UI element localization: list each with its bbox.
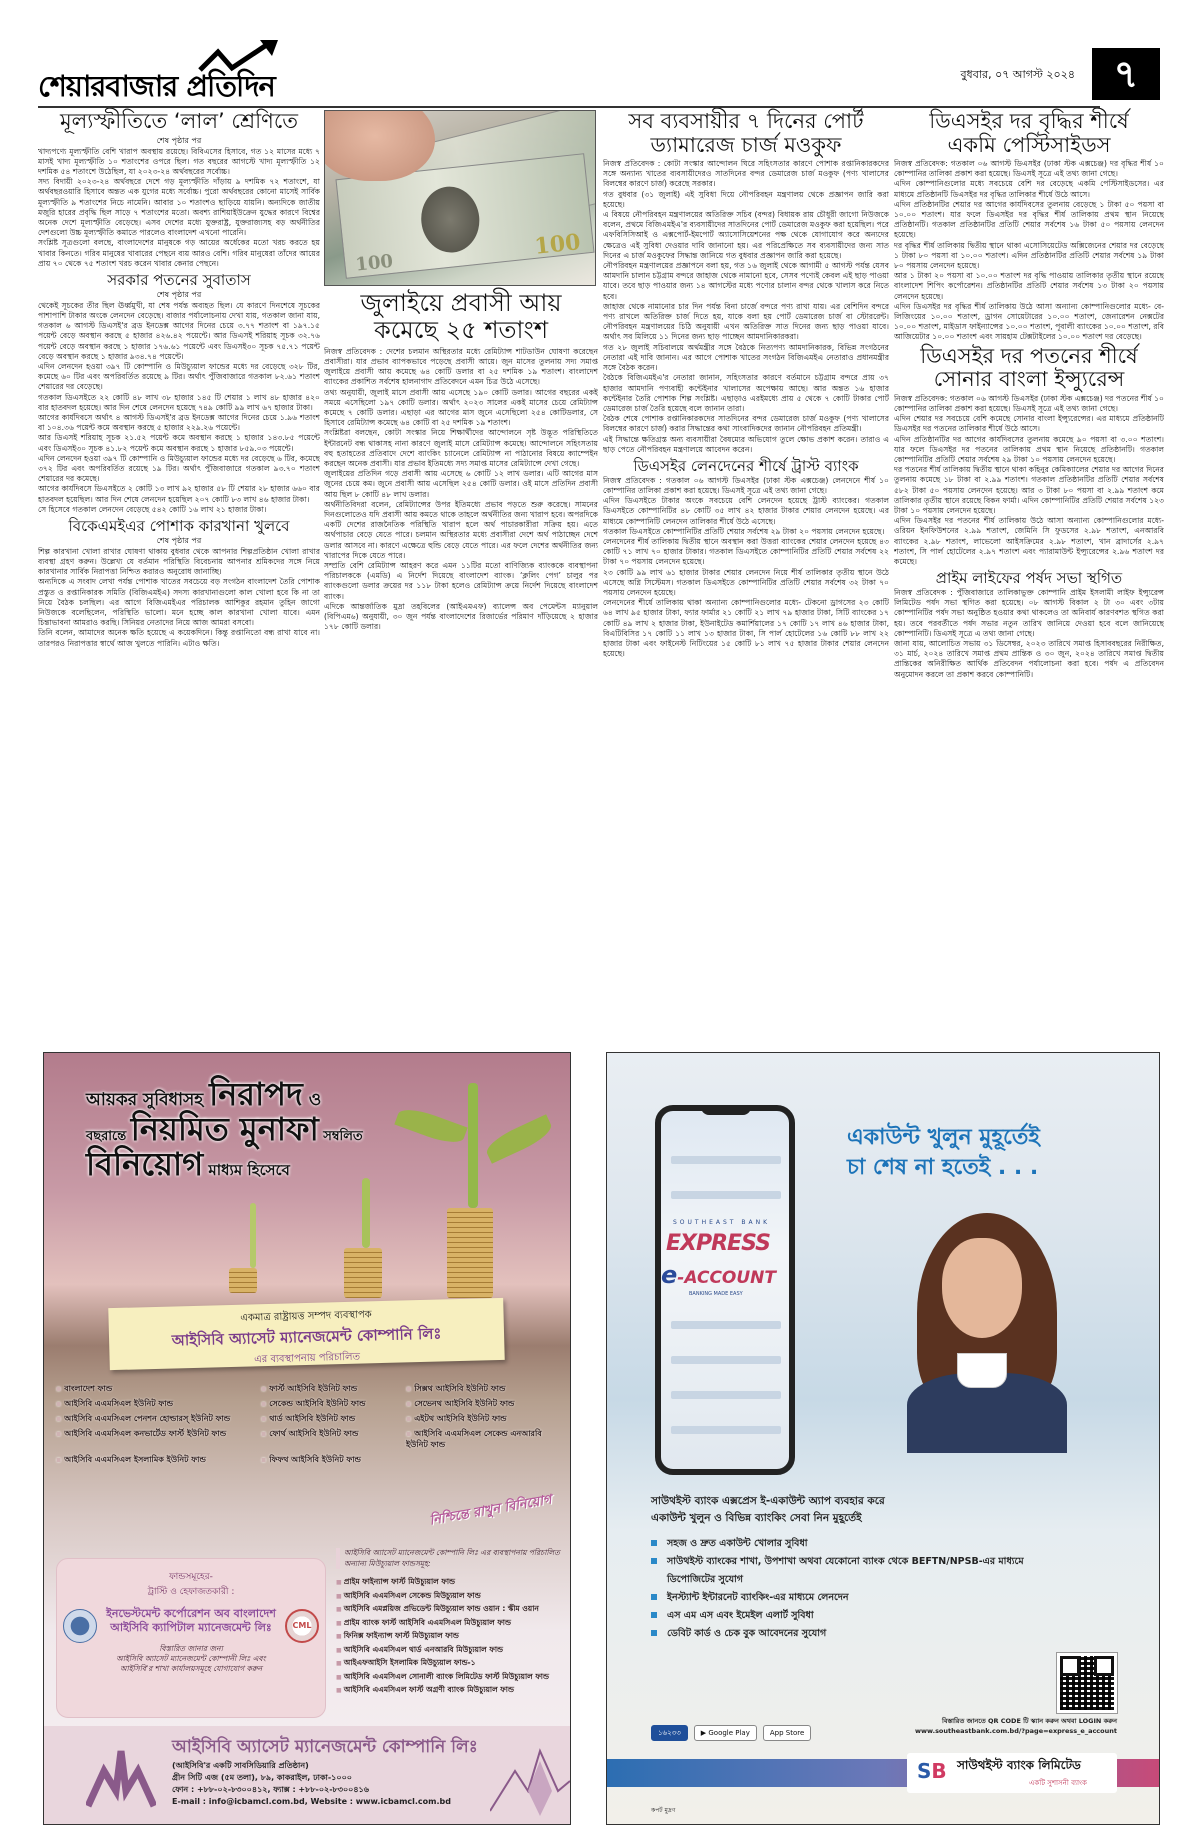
portrait-image [418,184,483,256]
article-paragraph: গতকাল ডিএসইতে ২২ কোটি ৪৮ লাখ ৩৮ হাজার ১৪৫ টি শেয়ার ১ লাখ ৪৮ হাজার ৪২০ বার হাতবদল হয়েছে। আর দিন শেষে লেনদেন হয়েছে ৭৪৯ কোটি ৯৯ লাখ ৬৭ হাজার টাকা। [38,392,320,412]
denomination-mark: 100 [533,228,582,260]
fund-item: ▪ আইসিবি এএমসিএল সেকেন্ড এনআরবি ইউনিট ফান্ড [406,1428,561,1450]
column-2 [324,108,598,1046]
fund-item: ▪ আইসিবি এএমসিএল পেনশন হোল্ডারস্ ইউনিট ফান্ড [56,1413,261,1424]
app-row [671,1191,781,1199]
article-paragraph: এদিন প্রতিষ্ঠানটির শেয়ার দর আগের কার্যদিবসের তুলনায় বেড়েছে ১ টাকা ৫০ পয়সা বা ১০.০০ শতাংশ। যার ফলে ডিএসইর দর বৃদ্ধির শীর্ষ তালিকায় প্রথম স্থান নিয়েছে প্রতিষ্ঠানটি। গতকাল প্রতিষ্ঠানটির প্রতিটি শেয়ার সর্বশেষ ১৬ টাকা ৫০ পয়সায় লেনদেন হয়েছে। [894,199,1164,240]
fund-item: ▪ সিক্সথ আইসিবি ইউনিট ফান্ড [406,1383,561,1394]
article-paragraph: নিজস্ব প্রতিবেদক : কোটা সংস্কার আন্দোলন ঘিরে সহিংসতার কারণে পোশাক রপ্তানিকারকদের সঙ্গে অন্যান্য খাতের ব্যবসায়ীদেরও সাতদিনের বন্দর ডেমারেজ চার্জ মওকুফ (পণ্য খালাসের বিলম্বের কারণে চার্জ) করেছে সরকার। [603,159,889,189]
mutual-fund-item: ■ প্রাইম ফাইন্যান্স ফার্স্ট মিউচ্যুয়াল ফান্ড [336,1575,568,1589]
ad-text: আইসিবি'র শাখা কার্যালয়সমূহে যোগাযোগ করুন [119,1663,263,1673]
article-paragraph: লেনদেনের শীর্ষ তালিকায় দ্বিতীয় স্থানে অবস্থান করা উত্তরা ব্যাংকের শেয়ার লেনদেন হয়েছে ৪৩ কোটি ৭১ লাখ ৭০ হাজার টাকার। গতকাল ডিএসইতে কোম্পানিটির প্রতিটি শেয়ার সর্বশেষ ২২ টাকা ৭০ পয়সায় লেনদেন হয়েছে। [603,536,889,567]
bank-name: সাউথইস্ট ব্যাংক লিমিটেড [957,1758,1081,1772]
article-prime-life [894,570,1164,680]
ad-text: একমাত্র রাষ্ট্রায়ত্ত সম্পদ ব্যবস্থাপক [240,1309,372,1324]
qr-instructions [857,1717,1117,1737]
mutual-fund-item: ■ আইএফআইসি ইসলামিক মিউচ্যুয়াল ফান্ড-১ [336,1656,568,1670]
ad-slogan: নিশ্চিন্তে রাখুন বিনিয়োগ [428,1492,553,1529]
fund-item: ▪ বাংলাদেশ ফান্ড [56,1383,261,1394]
icb-seal-icon [63,1609,97,1643]
app-brand-text: EXPRESS [666,1231,770,1256]
app-row [671,1391,781,1399]
article-paragraph: সদ্য বিদায়ী ২০২৩-২৪ অর্থবছরে দেশে গড় মূল্যস্ফীতি দাঁড়ায় ৯ দশমিক ৭২ শতাংশে, যা অর্থবছরওয়ারি হিসাবে অন্তত এক যুগের মধ্যে সর্বোচ্চ। পুরো অর্থবছরের কোনো মাসেই সার্বিক মূল্যস্ফীতি ৯ শতাংশের নিচে নামেনি। আবার ১০ শতাংশও ছাড়িয়ে যায়নি। অন্যদিকে জাতীয় মজুরি হারের প্রবৃদ্ধি ছিল সাড়ে ৭ শতাংশের মতো। অবশ্য রাশিয়াইউক্রেন যুদ্ধের কারণে বিশ্বের অনেক দেশে মূল্যস্ফীতি বেড়েছে। এসব দেশের মধ্যে যুক্তরাষ্ট্র, যুক্তরাজ্যসহ বড় অর্থনীতির দেশগুলো উচ্চ মূল্যস্ফীতি কমাতে পারলেও বাংলাদেশ এখনো পারেনি। [38,177,320,238]
article-headline[interactable]: মূল্যস্ফীতিতে ‘লাল’ শ্রেণিতে [59,109,299,133]
article-headline[interactable]: বিকেএমইএর পোশাক কারখানা খুলবে [68,517,290,536]
article-paragraph: সংশ্লিষ্ট সূত্রগুলো বলছে, বাংলাদেশের মানুষকে গড় আয়ের অর্ধেকের মতো খরচ করতে হয় খাবার কিনতে। গরিব মানুষের খাবারের পেছনে ব্যয় আরও বেশি। গরিব মানুষেরা তাঁদের আয়ের প্রায় ৭০ থেকে ৭৫ শতাংশ খরচ করেন খাবার কেনার পেছনে। [38,238,320,268]
page-number: ৭ [1092,48,1160,100]
hotline-badge[interactable]: ১৬২৩৩ [651,1725,688,1741]
article-headline[interactable]: সরকার পতনের সুবাতাস [107,270,251,289]
ad-headline-line: একাউন্ট খুলুন মুহূর্তেই [847,1125,1040,1150]
article-paragraph: এদিন ডিএসইতে টাকার অংকে সবচেয়ে বেশি লেনদেন হয়েছে ট্রাস্ট ব্যাংকের। গতকাল ডিএসইতে কোম্পানিটির ৪৮ কোটি ৩৫ লাখ ৪২ হাজার টাকার শেয়ার লেনদেন হয়েছে। এর মাধ্যমে কোম্পানিটি লেনদেন তালিকার শীর্ষে উঠে এসেছে। [603,496,889,526]
article-paragraph: এদিন শেয়ার দর সবচেয়ে বেশি কমেছে সোনার বাংলা ইন্স্যুরেন্সের। এর মাধ্যমে প্রতিষ্ঠানটি ডিএসইর দর পতনের তালিকার শীর্ষে উঠে আসে। [894,414,1164,434]
article-paragraph: বৈঠকে বিজিএমইএ'র নেতারা জানান, সহিংসতার কারণে বর্তমানে চট্টগ্রাম বন্দরে প্রায় ৩৭ হাজার আমদানি পণ্যবাহী কন্টেইনার খালাসের অপেক্ষায় আছে। আর অন্তত ১৬ হাজার কন্টেইনার তৈরি পোশাক শিল্প সংশ্লিষ্ট। এছাড়াও এরইমধ্যে প্রায় ৫ থেকে ৭ কোটি টাকার পোর্ট ডেমারেজ চার্জ তৈরি হয়েছে বলে জানান তারা। [603,373,889,413]
headline-line: ড্যামারেজ চার্জ মওকুফ [650,132,842,157]
issue-date: বুধবার, ০৭ আগস্ট ২০২৪ [960,68,1075,81]
headline-line: সব ব্যবসায়ীর ৭ দিনের পোর্ট [628,109,864,133]
ad-text: আইসিবি অ্যাসেট ম্যানেজমেন্ট কোম্পানী লিঃ এবং [116,1653,266,1663]
fund-item: ▪ সেভেনথ আইসিবি ইউনিট ফান্ড [406,1398,561,1409]
fund-item: ▪ ফার্স্ট আইসিবি ইউনিট ফান্ড [261,1383,406,1394]
article-paragraph: জানা যায়, আলোচিত সভায় ৩১ ডিসেম্বর, ২০২৩ তারিখে সমাপ্ত হিসাববছরের নিরীক্ষিত, ৩১ মার্চ, ২০২৪ তারিখে সমাপ্ত প্রথম প্রান্তিক ও ৩০ জুন, ২০২৪ তারিখে সমাপ্ত দ্বিতীয় প্রান্তিকের অনিরীক্ষিত আর্থিক প্রতিবেদন পর্যালোচনা করা হবে। পর্ষদ এ প্রতিবেদন অনুমোদন করলে তা প্রকাশ করবে কোম্পানিটি। [894,638,1164,679]
column-3 [603,108,889,1046]
mountain-decoration-icon [490,1731,570,1821]
ad-banner [108,1298,504,1370]
article-headline[interactable]: প্রাইম লাইফের পর্ষদ সভা স্থগিত [935,569,1123,588]
ad-text: বিস্তারিত জানার জন্য [159,1643,223,1653]
ad-text: আয়কর সুবিধাসহ [86,1090,204,1110]
article-bkmea [38,518,320,649]
ad-text: আইসিবি অ্যাসেট ম্যানেজমেন্ট কোম্পানি লিঃ এর ব্যবস্থাপনায় পরিচালিত অন্যান্য মিউচ্যুয়াল ফান্ডসমূহ: [336,1548,568,1569]
app-row [671,1156,781,1164]
article-paragraph: তথ্য অনুযায়ী, জুলাই মাসে প্রবাসী আয় এসেছে ১৯০ কোটি ডলার। আগের বছরের একই সময়ে এসেছিলো ১৯৭ কোটি ডলার। অর্থাৎ ২০২৩ সালের একই মাসের চেয়ে রেমিট্যান্স কমেছে ৭ কোটি ডলার। এছাড়া এর আগের মাস জুনে এসেছিলো ২৫৪ কোটিডলার, সে হিসাবে রেমিট্যান্স কমেছে ৬৪ কোটি বা ২৫ দশমিক ১৯ শতাংশ। [324,387,598,428]
mutual-fund-item: ■ আইসিবি এএমসিএল সেকেন্ড মিউচ্যুয়াল ফান্ড [336,1589,568,1603]
article-paragraph: তিনি বলেন, আমাদের অনেক ক্ষতি হয়েছে এ কয়েকদিনে। কিন্তু রপ্তানিতো বন্ধ রাখা যাবে না। তারপরও নিরাপত্তার স্বার্থে আজ খুলতে পারিনি। এটাও ক্ষতি। [38,628,320,648]
coin-stack-image [344,1248,382,1298]
article-paragraph: আর ১ টাকা ২০ পয়সা বা ১০.০০ শতাংশ দর বৃদ্ধি পাওয়ায় তালিকার তৃতীয় স্থানে রয়েছে বাংলাদেশ শিপিং কর্পোরেশন। প্রতিষ্ঠানটির প্রতিটি শেয়ার সর্বশেষ ১৩ টাকা ২০ পয়সায় লেনদেন হয়েছে। [894,271,1164,301]
feature-item: ডেবিট কার্ড ও চেক বুক আবেদনের সুযোগ [651,1625,1071,1643]
app-brand-text: -ACCOUNT [677,1268,777,1288]
phone-mockup [655,1105,795,1475]
mutual-fund-item: ■ প্রাইম ব্যাংক ফার্স্ট আইসিবি এএমসিএল মিউচ্যুয়াল ফান্ড [336,1616,568,1630]
article-paragraph: এদিন লেনদেন হওয়া ৩৯৭ টি কোম্পানি ও মিউচ্যুয়াল ফান্ডের মধ্যে দর বেড়েছে ৩২৮ টির, কমেছে ৬০ টির এবং অপরিবর্তিত রয়েছে ৯ টির। অর্থাৎ পুঁজিবাজারে গতকাল ৮২.৬১ শতাংশ শেয়ারের দর বেড়েছে। [38,361,320,392]
ad-text: নিয়মিত মুনাফা [130,1110,319,1149]
headline-line: কমেছে ২৫ শতাংশ [373,315,549,344]
ad-body [651,1493,1071,1643]
badge-label: App Store [769,1729,805,1737]
sb-logo-icon: SB [917,1759,947,1783]
fund-item: ▪ থার্ড আইসিবি ইউনিট ফান্ড [261,1413,406,1424]
headline-line: ডিএসইর দর বৃদ্ধির শীর্ষে [929,109,1129,133]
app-brand-text [661,1261,776,1289]
article-port-demurrage [603,110,889,455]
company-email-web[interactable]: E-mail : info@icbamcl.com.bd, Website : www.icbamcl.com.bd [172,1797,451,1806]
mutual-fund-item: ■ আইসিবি এএমসিএল ফার্স্ট অগ্রণী ব্যাংক মিউচ্যুয়াল ফান্ড [336,1683,568,1697]
article-headline[interactable]: ডিএসইর লেনদেনের শীর্ষে ট্রাস্ট ব্যাংক [633,456,859,475]
badge-label: Google Play [708,1729,750,1737]
app-store-badge[interactable] [763,1725,811,1741]
company-contact [172,1760,451,1808]
feature-item: এস এম এস এবং ইমেইল এলার্ট সুবিধা [651,1607,1071,1625]
fund-item: ▪ আইসিবি এএমসিএল ইউনিট ফান্ড [56,1398,261,1409]
app-row [671,1321,781,1329]
fund-item: ▪ এইটথ আইসিবি ইউনিট ফান্ড [406,1413,561,1424]
google-play-icon: ▶ [700,1729,709,1737]
article-headline[interactable] [894,110,1164,157]
ad-text: একাউন্ট খুলুন ও বিভিন্ন ব্যাংকিং সেবা নিন মুহূর্তেই [651,1511,862,1524]
fund-item: ▪ আইসিবি এএমসিএল কনভার্টেড ফার্স্ট ইউনিট ফান্ড [56,1428,261,1450]
ad-credit: কপর্ট মুদ্রণ [651,1807,676,1814]
article-paragraph: এদিন কোম্পানিগুলোর মধ্যে সবচেয়ে বেশি দর বেড়েছে একমি পেস্টিসাইডসের। এর মাধ্যমে প্রতিষ্ঠানটি ডিএসইর দর বৃদ্ধির তালিকার শীর্ষে উঠে আসে। [894,179,1164,199]
logo-text: শেয়ারবাজার প্রতিদিন [38,69,275,103]
ad-text: (আইসিবি'র একটি সাবসিডিয়ারি প্রতিষ্ঠান) [172,1761,309,1770]
teacup-image [957,1353,1007,1388]
app-row [671,1426,781,1434]
ad-text: ট্রাস্টি ও হেফাজতকারী : [147,1587,235,1597]
article-paragraph: আগের কার্যদিবসে ডিএসইতে ২ কোটি ১৩ লাখ ৯২ হাজার ৫৮ টি শেয়ার ২৮ হাজার ৬৬০ বার হাতবদল হয়েছিল। আর দিন শেষে লেনদেন হয়েছিল ২০৭ কোটি ৮৩ লাখ ৪৬ হাজার টাকা। [38,484,320,504]
ad-headline [86,1077,363,1183]
article-paragraph: আর ডিএসই শরিয়াহ সূচক ২১.৫২ পয়েন্ট কমে অবস্থান করছে ১ হাজার ১৪৩.৮৫ পয়েন্টে এবং ডিএসই৩০ সূচক ৪১.৮২ পয়েন্ট কমে অবস্থান করছে ১ হাজার ৮৫৯.০৩ পয়েন্টে। [38,433,320,453]
article-paragraph: নিজস্ব প্রতিবেদক: গতকাল ০৬ আগস্ট ডিএসইর (ঢাকা স্টক এক্সচেঞ্জ) দর পতনের শীর্ষ ১০ কোম্পানির তালিকা প্রকাশ করা হয়েছে। ডিএসই সূত্রে এই তথ্য জানা গেছে। [894,393,1164,413]
dollar-bills-photo [324,110,596,286]
article-paragraph: অন্যদিকে এ সংবাদ লেখা পর্যন্ত পোশাক খাতের সবচেয়ে বড় সংগঠন বাংলাদেশ তৈরি পোশাক প্রস্তুত ও রপ্তানিকারক সমিতি (বিজিএমইএ) সদস্য কারখানাগুলো কাল খোলা হবে কি না তা নিয়ে বৈঠক চলছিল। এর আগে বিজিএমইএর পরিচালক আশিকুর রহমান তুহিন জাগো নিউজকে বলেছিলেন, পরিস্থিতি ভালো। মনে হচ্ছে কাল কারখানা খোলা যাবে। এমন চিন্তাভাবনা আমরাও করছি। সিনিয়র নেতাদের নিয়ে আজ আমরা বসবো। [38,577,320,628]
feature-item: ইনস্ট্যান্ট ইন্টারনেট ব্যাংকিং-এর মাধ্যমে লেনদেন [651,1589,1071,1607]
ad-headline-line [86,1112,363,1147]
article-paragraph: নিজস্ব প্রতিবেদক : গতকাল ০৬ আগস্ট ডিএসইর (ঢাকা স্টক এক্সচেঞ্জ) লেনদেনে শীর্ষ ১০ কোম্পানির তালিকা প্রকাশ করা হয়েছে। ডিএসই সূত্রে এই তথ্য জানা গেছে। [603,475,889,495]
icb-amcl-advertisement[interactable] [43,1052,571,1825]
google-play-badge[interactable] [694,1725,757,1741]
mutual-fund-item: ■ আইসিবি এএমসিএল থার্ড এনআরবি মিউচ্যুয়াল ফান্ড [336,1643,568,1657]
ad-text: সম্বলিত [323,1129,363,1145]
article-paragraph: ২৩ কোটি ৯৯ লাখ ৬১ হাজার টাকার শেয়ার লেনদেন নিয়ে শীর্ষ তালিকার তৃতীয় স্থানে উঠে এসেছে অগ্নি সিস্টেমস। গতকাল ডিএসইতে কোম্পানিটির প্রতিটি শেয়ার সর্বশেষ ৩২ টাকা ৭০ পয়সায় লেনদেন হয়েছে। [603,567,889,597]
app-brand-text: e [661,1261,678,1289]
fund-item: ▪ ফিফথ আইসিবি ইউনিট ফান্ড [261,1454,406,1465]
article-market [38,272,320,515]
ad-text: ইনভেস্টমেন্ট কর্পোরেশন অব বাংলাদেশ [106,1607,276,1620]
continued-label: শেষ পৃষ্ঠার পর [156,535,202,545]
trustee-org [97,1607,285,1636]
column-4 [894,108,1164,1046]
mutual-fund-list [336,1548,568,1697]
article-paragraph: নিজস্ব প্রতিবেদক: গতকাল ০৬ আগস্ট ডিএসইর (ঢাকা স্টক এক্সচেঞ্জ) দর বৃদ্ধির শীর্ষ ১০ কোম্পানির তালিকা প্রকাশ করা হয়েছে। ডিএসই সূত্রে এই তথ্য জানা গেছে। [894,159,1164,179]
phone-notch [701,1105,751,1115]
fund-list [56,1383,561,1465]
mutual-fund-item: ■ আইসিবি এএমসিএল সোনালী ব্যাংক লিমিটেড ফার্স্ট মিউচ্যুয়াল ফান্ড [336,1670,568,1684]
ad-footer [44,1726,570,1824]
article-paragraph: জুলাইয়ের প্রতিদিন গড়ে প্রবাসী আয় এসেছে ৬ কোটি ১২ লাখ ডলার। এটি আগের মাস জুনের চেয়ে কম। জুনে প্রবাসী আয় এসেছিল ২৫৪ কোটি ডলার। ওই মাসে প্রতিদিন প্রবাসী আয় ছিল ৮ কোটি ৪৮ লাখ ডলার। [324,469,598,499]
article-paragraph: গত বুধবার (৩১ জুলাই) এই সুবিধা দিয়ে নৌপরিবহন মন্ত্রণালয় থেকে প্রজ্ঞাপন জারি করা হয়েছে। [603,189,889,209]
article-paragraph: এই সিদ্ধান্তে ক্ষতিগ্রস্ত অন্য ব্যবসায়ীরা বৈষম্যের অভিযোগ তুলে ক্ষোভ প্রকাশ করেন। তারাও এ ছাড় পেতে নৌপরিবহন মন্ত্রণালয়ে আবেদন করেন। [603,434,889,454]
ad-text: বিস্তারিত জানতে QR CODE টি স্ক্যান করুন অথবা LOGIN করুন [942,1717,1117,1725]
article-paragraph: শিল্প কারখানা খোলা রাখার ঘোষণা থাকায় বুধবার থেকে আপনার শিল্পপ্রতিষ্ঠান খোলা রাখার ব্যবস্থা গ্রহণ করুন। উল্লেখ্য যে বর্তমান পরিস্থিতি বিবেচনায় আপনার শ্রমিকদের সঙ্গে নিয়ে কারখানার সার্বিক নিরাপত্তা নিশ্চিত করারও অনুরোধ জানাচ্ছি। [38,546,320,577]
article-paragraph: এদিন প্রতিষ্ঠানটির দর আগের কার্যদিবসের তুলনায় কমেছে ৯০ পয়সা বা ৩.০০ শতাংশ। যার ফলে ডিএসইর দর পতনের তালিকায় প্রথম স্থান নিয়েছে প্রতিষ্ঠানটি। গতকাল কোম্পানিটির প্রতিটি শেয়ার সর্বশেষ ২৯ টাকা ১০ পয়সায় লেনদেন হয়েছে। [894,434,1164,464]
sprout-image [468,1083,478,1208]
article-paragraph: লেনদেনের শীর্ষে তালিকায় থাকা অন্যান্য কোম্পানিগুলোর মধ্যে- টেকনো ড্রাগসের ২৩ কোটি ৬৪ লাখ ৯৫ হাজার টাকা, ফ্যার ফার্মার ২১ কোটি ২১ লাখ ৭৯ হাজার টাকা, সিটি ব্যাংকের ১৭ কোটি ৪৯ লাখ ২ হাজার টাকা, ইউনাইটেড কমার্শিয়ালের ১৭ কোটি ১৭ লাখ ৪৬ হাজার টাকা, বিএটিবিসির ১৭ কোটি ১১ লাখ ১৩ হাজার টাকা, সি পার্ল হোটেলের ১৬ কোটি ৮৮ লাখ ২২ হাজার টাকা এবং ফাইনেস্ট নিটিংয়ের ১৫ কোটি ৮১ লাখ ৭৫ হাজার টাকার শেয়ার লেনদেন হয়েছে। [603,598,889,659]
cml-seal-icon: CML [285,1609,319,1643]
ad-headline-line [86,1077,363,1112]
company-name: আইসিবি অ্যাসেট ম্যানেজমেন্ট কোম্পানি লিঃ [172,1737,478,1757]
ad-text: বিনিয়োগ [86,1145,204,1184]
mutual-fund-item: ■ ফিনিক্স ফাইন্যান্স ফার্স্ট মিউচ্যুয়াল ফান্ড [336,1629,568,1643]
store-badges [651,1725,811,1741]
trustee-note [57,1644,325,1674]
sprout-image [250,1203,256,1268]
article-headline[interactable] [894,345,1164,392]
ad-headline-line [86,1147,363,1182]
ad-headline [847,1123,1040,1182]
article-acme [894,110,1164,343]
ad-text: মাধ্যম হিসেবে [208,1161,290,1180]
continued-label: শেষ পৃষ্ঠার পর [156,289,202,299]
article-remittance [324,290,598,632]
column-1 [38,108,320,1046]
bank-logo [907,1753,1117,1793]
ad-text: ও [308,1090,322,1110]
feature-item: সাউথইস্ট ব্যাংকের শাখা, উপশাখা অথবা যেকোনো ব্যাংক থেকে BEFTN/NPSB-এর মাধ্যমে ডিপোজিটের সুযোগ [651,1553,1071,1589]
article-paragraph: দর পতনের শীর্ষ তালিকায় দ্বিতীয় স্থানে থাকা কহিনুর কেমিক্যালের শেয়ার দর আগের দিনের তুলনায় কমেছে ১৮ টাকা বা ২.৯৯ শতাংশ। গতকাল প্রতিষ্ঠানটির প্রতিটি শেয়ার সর্বশেষ ৫৮২ টাকা ৫০ পয়সায় লেনদেন হয়েছে। আর ৩ টাকা ৮০ পয়সা বা ২.৯৯ শতাংশ কমে তালিকার তৃতীয় স্থানে রয়েছে বিকন ফার্মা। এদিন কোম্পানিটির প্রতিটি শেয়ার সর্বশেষ ১২৩ টাকা ১০ পয়সায় লেনদেন হয়েছে। [894,465,1164,515]
article-headline[interactable] [324,290,598,344]
article-paragraph: সম্প্রতি বেশি রেমিট্যান্স আহরণ করে এমন ১১টির মতো বাণিজ্যিক ব্যাংককে ব্যবস্থাপনা পরিচালককে (এমডি) এ নির্দেশ দিয়েছে বাংলাদেশ ব্যাংক। ‘ক্ললিং পেগ’ চালুর পর ব্যাংকগুলো ডলার ক্রয়ের দর ১১৮ টাকা হলেও রেমিট্যান্স ক্রয়ে নির্দেশ দিয়েছে বাংলাদেশ ব্যাংক। [324,561,598,601]
coin-stack-image [447,1208,493,1298]
ad-text: বছরান্তে [86,1129,127,1145]
article-paragraph: নৌপরিবহন মন্ত্রণালয়ের প্রজ্ঞাপনে বলা হয়, গত ১৬ জুলাই থেকে আগামী ৫ আগস্ট পর্যন্ত যেসব আমদানি চালান চট্টগ্রাম বন্দরে জাহাজ থেকে নামানো হবে, সেসব পণ্যেই কেবল এই ছাড় পাওয়া যাবে। তবে ছাড় পাওয়ার জন্য ১৪ আগস্টের মধ্যে পণ্যের চালান বন্দর থেকে খালাস করে নিতে হবে। [603,261,889,301]
article-paragraph: গতকাল ডিএসইতে কোম্পানিটির প্রতিটি শেয়ার সর্বশেষ ২৯ টাকা ২০ পয়সায় লেনদেন হয়েছে। [603,526,885,536]
ad-intro [651,1493,1071,1527]
ad-text: আইসিবি অ্যাসেট ম্যানেজমেন্ট কোম্পানি লিঃ [171,1324,442,1350]
continued-label: শেষ পৃষ্ঠার পর [156,135,202,145]
fund-item: ▪ ফোর্থ আইসিবি ইউনিট ফান্ড [261,1428,406,1450]
article-paragraph: থেকেই সূচকের তীর ছিল ঊর্ধ্বমুখী, যা শেষ পর্যন্ত অব্যহত ছিল। যে কারণে দিনশেষে সূচকের পাশাপাশি টাকার অংকে লেনদেন বেড়েছে। বাজার পর্যালোচনায় দেখা যায়, গতকাল জানা যায়, গতকাল ৬ আগস্ট ডিএসই'র ব্রড ইনডেক্স আগের দিনের চেয়ে ৩.৭৭ শতাংশ বা ১৯৭.১৫ পয়েন্ট বেড়ে অবস্থান করছে ৫ হাজার ৪২৬.৪২ পয়েন্টে। আর ডিএসই শরিয়াহ সূচক ৩২.৭৬ পয়েন্ট বেড়ে অবস্থান করছে ১ হাজার ১৭৬.৬১ পয়েন্টে এবং ডিএসই৩০ সূচক ৭৫.৭১ পয়েন্ট বেড়ে অবস্থান করছে ১ হাজার ৯৩৪.৭৪ পয়েন্টে। [38,300,320,361]
article-paragraph: সংশ্লিষ্টরা বলছেন, কোটা সংস্কার নিয়ে শিক্ষার্থীদের আন্দোলনে সৃষ্ট উদ্ভূত পরিস্থিতিতে ইন্টারনেট বন্ধ থাকাসহ নানা কারণে জুলাই মাসে রেমিট্যান্স কমেছে। আন্দোলনে সহিংসতায় বহু হতাহতের প্রতিবাদে দেশে ব্যাংকিং চ্যানেলে রেমিট্যান্স না পাঠানোর বিষয়ে ক্যাম্পেইন করছেন অনেক প্রবাসী। যার প্রভাব ইতিমধ্যে সদ্য সমাপ্ত মাসের রেমিট্যান্সে দেখা গেছে। [324,428,598,468]
article-paragraph: খাদ্যপণ্যে মূল্যস্ফীতি বেশি খারাপ অবস্থায় রয়েছে। বিবিএসের হিসাবে, গত ১২ মাসের মধ্যে ৭ মাসই খাদ্য মূল্যস্ফীতি ১০ শতাংশের ওপরে ছিল। গত বছরের আগস্টে খাদ্য মূল্যস্ফীতি ১২ দশমিক ৫৪ শতাংশে উঠেছিল, যা ২০২৩-২৪ অর্থবছরের সর্বোচ্চ। [38,146,320,176]
headline-line: সোনার বাংলা ইন্স্যুরেন্স [933,367,1125,392]
article-paragraph: এদিন ডিএসইর দর বৃদ্ধির শীর্ষ তালিকায় উঠে আসা অন্যান্য কোম্পানিগুলোর মধ্যে- বে-লিজিংয়ের ১০.০০ শতাংশ, ড্রাগন সোয়েটারের ১০.০০ শতাংশ, জেনারেশন নেক্সটের ১০.০০ শতাংশ, মাইডাস ফাইন্যান্সের ১০.০০ শতাংশ, পূবালী ব্যাংকের ১০.০০ শতাংশ, রবি আজিয়েটার ১০.০০ শতাংশ এবং সায়হাম টেক্সটাইলের ১০.০০ শতাংশ দর বেড়েছে। [894,301,1164,342]
article-paragraph: গত ২৮ জুলাই সচিবালয়ে অর্থমন্ত্রীর সঙ্গে বৈঠকে নিত্যপণ্য আমদানিকারক, বিভিন্ন সংগঠনের নেতারা এই দাবি জানান। এর আগে পোশাক খাতের সংগঠন বিজিএমইএ নেতারাও প্রধানমন্ত্রীর সঙ্গে বৈঠক করেন। [603,342,889,373]
headline-line: জুলাইয়ে প্রবাসী আয় [360,289,562,317]
ad-text: এর ব্যবস্থাপনায় পরিচালিত [254,1351,361,1366]
article-paragraph: অর্থনীতিবিদরা বলেন, রেমিট্যান্সের উপর ইতিমধ্যে প্রভাব পড়তে শুরু করেছে। সামনের দিনগুলোতেও যদি প্রবাসী আয় কমতে থাকে তাহলে অর্থনীতির জন্য খারাপ হবে। অপরদিকে একটি দেশের রাজনৈতিক পরিস্থিতি খারাপ হলে অর্থ পাচারকারীরা সক্রিয় হয়। এতে অর্থপাচার বেড়ে যেতে পারে। চলমান অস্থিরতার মধ্যে প্রবাসীরা দেশে অর্থ পাঠাচ্ছেন দেশে ডলার আসবে না। কারণে এক্ষেত্রে হুন্ডি বেড়ে যেতে পারে। এর ফলে দেশের অর্থনীতির জন্য খারাপের দিকে যেতে পারে। [324,499,598,560]
sprout-image [362,1178,370,1248]
woman-with-tea-image [907,1213,1067,1453]
leaf-image [483,1114,556,1164]
ad-text: নিরাপদ [209,1075,303,1113]
article-paragraph: এদিন লেনদেন হওয়া ৩৯৭ টি কোম্পানি ও মিউচ্যুয়াল ফান্ডের মধ্যে দর বেড়েছে ৬ টির, কমেছে ৩৭২ টির এবং অপরিবর্তিত রয়েছে ১৯ টির। অর্থাৎ পুঁজিবাজারে গতকাল ৯৩.৭০ শতাংশ শেয়ারের দর কমেছে। [38,453,320,484]
article-paragraph: এ বিষয়ে নৌপরিবহন মন্ত্রণালয়ের অতিরিক্ত সচিব (বন্দর) বিধায়ক রায় চৌধুরী জাগো নিউজকে বলেন, প্রথমে বিজিএমইএ'র ব্যবসায়ীদের সাতদিনের পোর্ট ডেমারেজ মওকুফ করা হয়েছিল। পরে এফবিসিসিআই ও এক্সপোর্ট-ইমপোর্ট অ্যাসোসিয়েশনের পক্ষ থেকে যোগাযোগ করে অন্যদের ক্ষেত্রেও এই সুবিধা দেওয়ার দাবি জানানো হয়। এর পরিপ্রেক্ষিতে সব ব্যবসায়ীদের জন্য সাত দিনের এ চার্জ মওকুফের সিদ্ধান্ত জানিয়ে গত বুধবার প্রজ্ঞাপন জারি করা হয়েছে। [603,210,889,260]
feature-item: সহজ ও দ্রুত একাউন্ট খোলার সুবিধা [651,1535,1071,1553]
article-trust-bank [603,458,889,659]
article-sonar-bangla [894,345,1164,567]
app-brand-tagline: BANKING MADE EASY [689,1291,743,1297]
fund-item: ▪ সেকেন্ড আইসিবি ইউনিট ফান্ড [261,1398,406,1409]
ad-text: আইসিবি ক্যাপিটাল ম্যানেজমেন্ট লিঃ [110,1621,272,1635]
southeast-bank-advertisement[interactable] [606,1052,1160,1825]
article-paragraph: নিজস্ব প্রতিবেদক : পুঁজিবাজারে তালিকাভুক্ত কোম্পানি প্রাইম ইসলামী লাইফ ইন্স্যুরেন্স লিমিটেড পর্ষদ সভা স্থগিত করা হয়েছে। ০৮ আগস্ট বিকাল ২ টা ৩০ এবং ৩টায় কোম্পানিটির পর্ষদ সভা অনুষ্ঠিত হওয়ার কথা থাকলেও তা অনিবার্য কারণবশত স্থগিত করা হয়। তবে পরবর্তীতে পর্ষদ সভার নতুন তারিখ জানিয়ে দেওয়া হবে বলে জানিয়েছে কোম্পানিটি। ডিএসই সূত্রে এ তথ্য জানা গেছে। [894,587,1164,638]
article-paragraph: নিজস্ব প্রতিবেদক : দেশের চলমান অস্থিরতার মধ্যে রেমিট্যান্স শাটডাউন ঘোষণা করেছেন প্রবাসীরা। যার প্রভাব ব্যাপকভাবে পড়েছে প্রবাসী আয়ে। জুন মাসের তুলনায় সদ্য সমাপ্ত জুলাইয়ে প্রবাসী আয় কমেছে ৬৪ কোটি ডলার বা ২৫ দশমিক ১৯ শতাংশ। বাংলাদেশ ব্যাংকের প্রকাশিত সর্বশেষ হালনাগাদ প্রতিবেদনে এমন চিত্র উঠে এসেছে। [324,346,598,387]
denomination-mark: 100 [354,250,394,276]
qr-code-icon[interactable] [1057,1653,1117,1713]
company-address: গ্রীন সিটি এজ (৫ম তলা), ৮৯, কাকরাইল, ঢাকা-১০০০ [172,1773,352,1782]
article-paragraph: এদিন ডিএসইর দর পতনের শীর্ষ তালিকায় উঠে আসা অন্যান্য কোম্পানিগুলোর মধ্যে- ওরিয়ন ইনফিউশনের ২.৯৯ শতাংশ, জেমিনি সি ফুডসের ২.৯৮ শতাংশ, এনআরবি ব্যাংকের ২.৯৮ শতাংশ, লাভেলো আইসক্রিমের ২.৯৮ শতাংশ, খান ব্রাদার্সের ২.৯৭ শতাংশ, সি পার্ল হোটেলের ২.৯৭ শতাংশ এবং প্যারামাউন্ট ইন্স্যুরেন্সের ২.৯৬ শতাংশ দর কমেছে। [894,516,1164,566]
icb-amcl-logo-icon [86,1741,156,1811]
headline-line: একমি পেস্টিসাইডস [947,132,1111,157]
leaf-image [394,1104,467,1149]
article-paragraph: দর বৃদ্ধির শীর্ষ তালিকায় দ্বিতীয় স্থানে থাকা এসোসিয়েটেড অক্সিজেনের শেয়ার দর বেড়েছে ১ টাকা ৮০ পয়সা বা ১০.০০ শতাংশ। এদিন প্রতিষ্ঠানটির প্রতিটি শেয়ার সর্বশেষ ১৯ টাকা ৮০ পয়সায় লেনদেন হয়েছে। [894,240,1164,271]
article-paragraph: আগের কার্যদিবসে অর্থাৎ ৪ আগস্ট ডিএসই'র ব্রড ইনডেক্স আগের দিনের চেয়ে ১.৯৬ শতাংশ বা ১০৪.৩৬ পয়েন্ট কমে অবস্থান করছে ৫ হাজার ২২৯.২৬ পয়েন্টে। [38,412,320,433]
headline-line: ডিএসইর দর পতনের শীর্ষে [920,343,1138,368]
coin-stack-image [229,1268,257,1293]
bank-motto: একটি সুশাসনী ব্যাংক [1029,1779,1087,1787]
article-paragraph: সে হিসেবে গতকাল লেনদেন বেড়েছে ৫৪২ কোটি ১৬ লাখ ২১ হাজার টাকা। [38,504,267,514]
ad-headline-line: চা শেষ না হতেই . . . [847,1154,1039,1180]
article-paragraph: এদিকে আন্তর্জাতিক মুদ্রা তহবিলের (আইএমএফ) ব্যালেন্স অব পেমেন্টস ম্যানুয়াল (বিপিএম৬) অনুযায়ী, ৩০ জুন পর্যন্ত বাংলাদেশের রিজার্ভের পরিমাণ দাঁড়িয়েছে ২ হাজার ১৭৮ কোটি ডলার। [324,601,598,632]
article-inflation [38,110,320,269]
app-brand-text: SOUTHEAST BANK [673,1219,771,1226]
fund-item: ▪ আইসিবি এএমসিএল ইসলামিক ইউনিট ফান্ড [56,1454,261,1465]
article-paragraph: জাহাজ থেকে নামানোর চার দিন পর্যন্ত বিনা চার্জে বন্দরে পণ্য রাখা যায়। এর বেশিদিন বন্দরে পণ্য রাখলে অতিরিক্ত চার্জ দিতে হয়, যাকে বলা হয় পোর্ট ডেমারেজ চার্জ বা স্টোররেন্ট। নৌপরিবহন মন্ত্রণালয়ের চিঠি অনুযায়ী এখন অতিরিক্ত সাত দিনের জন্য ছাড় পাওয়া যাবে। অর্থাৎ সব মিলিয়ে ১১ দিনের জন্য ছাড় পাচ্ছেন আমদানিকারকরা। [603,301,889,342]
ad-text: ফান্ডসমূহের- [169,1572,213,1582]
mutual-fund-item: ■ আইসিবি এমপ্লয়িজ প্রভিডেন্ট মিউচ্যুয়াল ফান্ড ওয়ান : স্কীম ওয়ান [336,1602,568,1616]
ad-text: সাউথইস্ট ব্যাংক এক্সপ্রেস ই-একাউন্ট অ্যাপ ব্যবহার করে [651,1495,885,1507]
article-paragraph: বৈঠক শেষে পোশাক রপ্তানিকারকদের সাতদিনের বন্দর ডেমারেজ চার্জ মওকুফ (পণ্য খালাসের বিলম্বের কারণে চার্জ) করার সিদ্ধান্তের কথা সাংবাদিকদের জানান নৌপরিবহন প্রতিমন্ত্রী। [603,414,889,434]
company-phone: ফোন : +৮৮-০২-৮৩০০৪১২, ফ্যাক্স : +৮৮-০২-৮৩০০৪১৬ [172,1785,369,1794]
article-headline[interactable] [603,110,889,157]
app-row [671,1356,781,1364]
trustee-box [56,1558,326,1718]
bank-url-link[interactable]: www.southeastbank.com.bd/?page=express_e_account [915,1726,1117,1735]
